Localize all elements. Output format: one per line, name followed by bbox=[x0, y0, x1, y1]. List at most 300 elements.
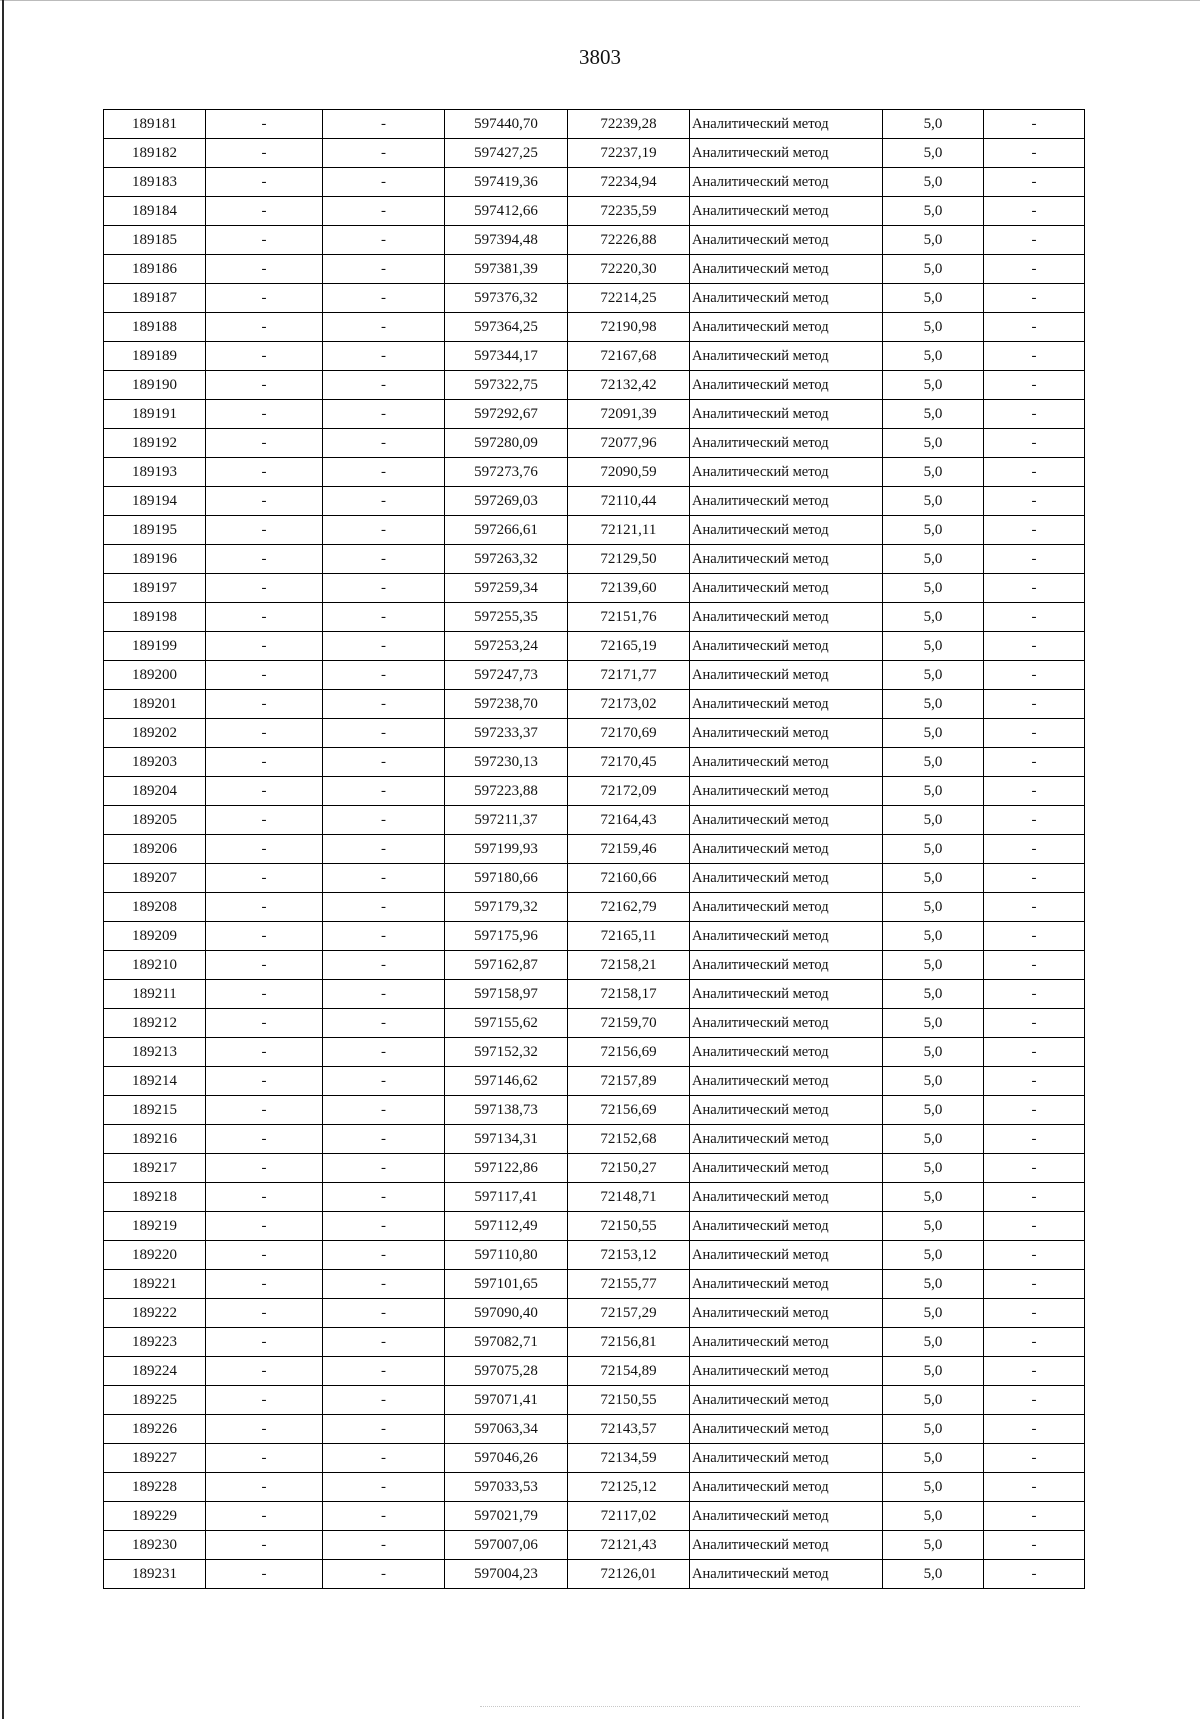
empty-cell-2: - bbox=[323, 777, 445, 806]
precision-cell: 5,0 bbox=[883, 1125, 984, 1154]
point-number-cell: 189201 bbox=[104, 690, 206, 719]
method-cell: Аналитический метод bbox=[690, 1154, 883, 1183]
coordinate-x-cell: 597273,76 bbox=[445, 458, 568, 487]
method-cell: Аналитический метод bbox=[690, 284, 883, 313]
coordinate-x-cell: 597122,86 bbox=[445, 1154, 568, 1183]
empty-cell-3: - bbox=[984, 226, 1085, 255]
empty-cell-1: - bbox=[206, 1270, 323, 1299]
coordinate-y-cell: 72077,96 bbox=[568, 429, 690, 458]
point-number-cell: 189198 bbox=[104, 603, 206, 632]
table-row bbox=[104, 719, 1085, 748]
empty-cell-3: - bbox=[984, 371, 1085, 400]
point-number-cell: 189182 bbox=[104, 139, 206, 168]
empty-cell-1: - bbox=[206, 342, 323, 371]
table-row bbox=[104, 284, 1085, 313]
empty-cell-1: - bbox=[206, 1183, 323, 1212]
empty-cell-3: - bbox=[984, 1154, 1085, 1183]
empty-cell-3: - bbox=[984, 110, 1085, 139]
empty-cell-1: - bbox=[206, 1009, 323, 1038]
empty-cell-3: - bbox=[984, 284, 1085, 313]
empty-cell-3: - bbox=[984, 400, 1085, 429]
point-number-cell: 189207 bbox=[104, 864, 206, 893]
table-row bbox=[104, 1502, 1085, 1531]
coordinate-x-cell: 597082,71 bbox=[445, 1328, 568, 1357]
empty-cell-3: - bbox=[984, 1009, 1085, 1038]
empty-cell-1: - bbox=[206, 603, 323, 632]
empty-cell-3: - bbox=[984, 951, 1085, 980]
point-number-cell: 189212 bbox=[104, 1009, 206, 1038]
coordinate-y-cell: 72164,43 bbox=[568, 806, 690, 835]
point-number-cell: 189218 bbox=[104, 1183, 206, 1212]
coordinate-x-cell: 597071,41 bbox=[445, 1386, 568, 1415]
point-number-cell: 189200 bbox=[104, 661, 206, 690]
table-row bbox=[104, 661, 1085, 690]
method-cell: Аналитический метод bbox=[690, 835, 883, 864]
coordinate-y-cell: 72153,12 bbox=[568, 1241, 690, 1270]
precision-cell: 5,0 bbox=[883, 1038, 984, 1067]
empty-cell-3: - bbox=[984, 1096, 1085, 1125]
point-number-cell: 189205 bbox=[104, 806, 206, 835]
empty-cell-1: - bbox=[206, 632, 323, 661]
method-cell: Аналитический метод bbox=[690, 313, 883, 342]
coordinate-x-cell: 597322,75 bbox=[445, 371, 568, 400]
coordinate-x-cell: 597419,36 bbox=[445, 168, 568, 197]
coordinate-y-cell: 72125,12 bbox=[568, 1473, 690, 1502]
coordinate-x-cell: 597004,23 bbox=[445, 1560, 568, 1589]
empty-cell-3: - bbox=[984, 690, 1085, 719]
table-row bbox=[104, 864, 1085, 893]
method-cell: Аналитический метод bbox=[690, 139, 883, 168]
empty-cell-1: - bbox=[206, 1444, 323, 1473]
table-row bbox=[104, 1009, 1085, 1038]
method-cell: Аналитический метод bbox=[690, 1357, 883, 1386]
empty-cell-3: - bbox=[984, 777, 1085, 806]
table-row bbox=[104, 806, 1085, 835]
method-cell: Аналитический метод bbox=[690, 1502, 883, 1531]
coordinate-x-cell: 597146,62 bbox=[445, 1067, 568, 1096]
coordinate-x-cell: 597440,70 bbox=[445, 110, 568, 139]
table-row bbox=[104, 574, 1085, 603]
coordinate-y-cell: 72148,71 bbox=[568, 1183, 690, 1212]
method-cell: Аналитический метод bbox=[690, 400, 883, 429]
table-row bbox=[104, 922, 1085, 951]
empty-cell-2: - bbox=[323, 748, 445, 777]
empty-cell-3: - bbox=[984, 980, 1085, 1009]
coordinate-x-cell: 597376,32 bbox=[445, 284, 568, 313]
table-row bbox=[104, 400, 1085, 429]
empty-cell-1: - bbox=[206, 284, 323, 313]
precision-cell: 5,0 bbox=[883, 487, 984, 516]
point-number-cell: 189215 bbox=[104, 1096, 206, 1125]
empty-cell-3: - bbox=[984, 719, 1085, 748]
empty-cell-2: - bbox=[323, 1473, 445, 1502]
empty-cell-2: - bbox=[323, 574, 445, 603]
method-cell: Аналитический метод bbox=[690, 1096, 883, 1125]
empty-cell-3: - bbox=[984, 1183, 1085, 1212]
point-number-cell: 189202 bbox=[104, 719, 206, 748]
empty-cell-2: - bbox=[323, 110, 445, 139]
empty-cell-2: - bbox=[323, 661, 445, 690]
precision-cell: 5,0 bbox=[883, 1473, 984, 1502]
coordinate-y-cell: 72165,19 bbox=[568, 632, 690, 661]
point-number-cell: 189220 bbox=[104, 1241, 206, 1270]
empty-cell-1: - bbox=[206, 690, 323, 719]
method-cell: Аналитический метод bbox=[690, 864, 883, 893]
precision-cell: 5,0 bbox=[883, 922, 984, 951]
empty-cell-1: - bbox=[206, 574, 323, 603]
empty-cell-1: - bbox=[206, 313, 323, 342]
empty-cell-1: - bbox=[206, 661, 323, 690]
empty-cell-2: - bbox=[323, 1212, 445, 1241]
method-cell: Аналитический метод bbox=[690, 1212, 883, 1241]
empty-cell-3: - bbox=[984, 487, 1085, 516]
coordinate-x-cell: 597007,06 bbox=[445, 1531, 568, 1560]
method-cell: Аналитический метод bbox=[690, 1386, 883, 1415]
coordinate-x-cell: 597134,31 bbox=[445, 1125, 568, 1154]
precision-cell: 5,0 bbox=[883, 1096, 984, 1125]
empty-cell-2: - bbox=[323, 1183, 445, 1212]
empty-cell-2: - bbox=[323, 197, 445, 226]
empty-cell-2: - bbox=[323, 1502, 445, 1531]
precision-cell: 5,0 bbox=[883, 748, 984, 777]
empty-cell-1: - bbox=[206, 1212, 323, 1241]
precision-cell: 5,0 bbox=[883, 313, 984, 342]
coordinate-y-cell: 72160,66 bbox=[568, 864, 690, 893]
method-cell: Аналитический метод bbox=[690, 893, 883, 922]
precision-cell: 5,0 bbox=[883, 719, 984, 748]
table-row bbox=[104, 1212, 1085, 1241]
table-row bbox=[104, 1096, 1085, 1125]
empty-cell-2: - bbox=[323, 1386, 445, 1415]
empty-cell-3: - bbox=[984, 1038, 1085, 1067]
coordinate-x-cell: 597344,17 bbox=[445, 342, 568, 371]
coordinate-x-cell: 597180,66 bbox=[445, 864, 568, 893]
empty-cell-1: - bbox=[206, 893, 323, 922]
empty-cell-3: - bbox=[984, 1125, 1085, 1154]
coordinate-x-cell: 597199,93 bbox=[445, 835, 568, 864]
method-cell: Аналитический метод bbox=[690, 748, 883, 777]
method-cell: Аналитический метод bbox=[690, 1444, 883, 1473]
coordinate-y-cell: 72110,44 bbox=[568, 487, 690, 516]
method-cell: Аналитический метод bbox=[690, 603, 883, 632]
method-cell: Аналитический метод bbox=[690, 1328, 883, 1357]
empty-cell-1: - bbox=[206, 1386, 323, 1415]
empty-cell-3: - bbox=[984, 1212, 1085, 1241]
scan-left-edge bbox=[2, 0, 4, 1719]
table-row bbox=[104, 1038, 1085, 1067]
empty-cell-2: - bbox=[323, 1415, 445, 1444]
method-cell: Аналитический метод bbox=[690, 632, 883, 661]
coordinate-x-cell: 597046,26 bbox=[445, 1444, 568, 1473]
point-number-cell: 189206 bbox=[104, 835, 206, 864]
coordinate-y-cell: 72121,43 bbox=[568, 1531, 690, 1560]
coordinate-y-cell: 72156,81 bbox=[568, 1328, 690, 1357]
empty-cell-3: - bbox=[984, 1415, 1085, 1444]
coordinate-y-cell: 72151,76 bbox=[568, 603, 690, 632]
empty-cell-2: - bbox=[323, 458, 445, 487]
table-row bbox=[104, 1531, 1085, 1560]
point-number-cell: 189191 bbox=[104, 400, 206, 429]
precision-cell: 5,0 bbox=[883, 574, 984, 603]
empty-cell-1: - bbox=[206, 400, 323, 429]
point-number-cell: 189196 bbox=[104, 545, 206, 574]
point-number-cell: 189226 bbox=[104, 1415, 206, 1444]
point-number-cell: 189210 bbox=[104, 951, 206, 980]
table-row bbox=[104, 951, 1085, 980]
method-cell: Аналитический метод bbox=[690, 1415, 883, 1444]
coordinate-y-cell: 72090,59 bbox=[568, 458, 690, 487]
coordinate-x-cell: 597255,35 bbox=[445, 603, 568, 632]
coordinate-x-cell: 597259,34 bbox=[445, 574, 568, 603]
empty-cell-1: - bbox=[206, 1328, 323, 1357]
method-cell: Аналитический метод bbox=[690, 1531, 883, 1560]
scan-noise bbox=[480, 1706, 1080, 1708]
empty-cell-1: - bbox=[206, 980, 323, 1009]
empty-cell-2: - bbox=[323, 1270, 445, 1299]
table-row bbox=[104, 516, 1085, 545]
precision-cell: 5,0 bbox=[883, 545, 984, 574]
method-cell: Аналитический метод bbox=[690, 255, 883, 284]
point-number-cell: 189229 bbox=[104, 1502, 206, 1531]
coordinate-x-cell: 597152,32 bbox=[445, 1038, 568, 1067]
coordinate-x-cell: 597238,70 bbox=[445, 690, 568, 719]
table-row bbox=[104, 980, 1085, 1009]
point-number-cell: 189181 bbox=[104, 110, 206, 139]
empty-cell-3: - bbox=[984, 1560, 1085, 1589]
point-number-cell: 189227 bbox=[104, 1444, 206, 1473]
coordinate-y-cell: 72143,57 bbox=[568, 1415, 690, 1444]
empty-cell-3: - bbox=[984, 1473, 1085, 1502]
empty-cell-3: - bbox=[984, 139, 1085, 168]
table-row bbox=[104, 429, 1085, 458]
table-row bbox=[104, 1299, 1085, 1328]
empty-cell-2: - bbox=[323, 1125, 445, 1154]
table-row bbox=[104, 1357, 1085, 1386]
coordinate-x-cell: 597230,13 bbox=[445, 748, 568, 777]
point-number-cell: 189217 bbox=[104, 1154, 206, 1183]
coordinate-y-cell: 72159,46 bbox=[568, 835, 690, 864]
table-row bbox=[104, 1328, 1085, 1357]
coordinate-x-cell: 597266,61 bbox=[445, 516, 568, 545]
precision-cell: 5,0 bbox=[883, 1067, 984, 1096]
point-number-cell: 189203 bbox=[104, 748, 206, 777]
empty-cell-2: - bbox=[323, 951, 445, 980]
table-row bbox=[104, 487, 1085, 516]
empty-cell-2: - bbox=[323, 342, 445, 371]
table-row bbox=[104, 110, 1085, 139]
empty-cell-1: - bbox=[206, 1357, 323, 1386]
precision-cell: 5,0 bbox=[883, 429, 984, 458]
coordinate-y-cell: 72214,25 bbox=[568, 284, 690, 313]
table-row bbox=[104, 632, 1085, 661]
empty-cell-3: - bbox=[984, 661, 1085, 690]
method-cell: Аналитический метод bbox=[690, 1270, 883, 1299]
coordinate-y-cell: 72150,55 bbox=[568, 1212, 690, 1241]
empty-cell-3: - bbox=[984, 748, 1085, 777]
precision-cell: 5,0 bbox=[883, 1415, 984, 1444]
point-number-cell: 189224 bbox=[104, 1357, 206, 1386]
point-number-cell: 189195 bbox=[104, 516, 206, 545]
method-cell: Аналитический метод bbox=[690, 922, 883, 951]
empty-cell-2: - bbox=[323, 139, 445, 168]
coordinate-x-cell: 597175,96 bbox=[445, 922, 568, 951]
empty-cell-2: - bbox=[323, 922, 445, 951]
empty-cell-2: - bbox=[323, 284, 445, 313]
empty-cell-1: - bbox=[206, 458, 323, 487]
precision-cell: 5,0 bbox=[883, 342, 984, 371]
precision-cell: 5,0 bbox=[883, 226, 984, 255]
method-cell: Аналитический метод bbox=[690, 661, 883, 690]
method-cell: Аналитический метод bbox=[690, 1299, 883, 1328]
precision-cell: 5,0 bbox=[883, 516, 984, 545]
empty-cell-3: - bbox=[984, 197, 1085, 226]
table-row bbox=[104, 1560, 1085, 1589]
coordinate-y-cell: 72156,69 bbox=[568, 1038, 690, 1067]
precision-cell: 5,0 bbox=[883, 951, 984, 980]
empty-cell-3: - bbox=[984, 255, 1085, 284]
precision-cell: 5,0 bbox=[883, 864, 984, 893]
empty-cell-1: - bbox=[206, 429, 323, 458]
method-cell: Аналитический метод bbox=[690, 110, 883, 139]
empty-cell-1: - bbox=[206, 371, 323, 400]
empty-cell-1: - bbox=[206, 1038, 323, 1067]
empty-cell-2: - bbox=[323, 400, 445, 429]
point-number-cell: 189230 bbox=[104, 1531, 206, 1560]
coordinate-y-cell: 72237,19 bbox=[568, 139, 690, 168]
coordinate-y-cell: 72139,60 bbox=[568, 574, 690, 603]
empty-cell-3: - bbox=[984, 1444, 1085, 1473]
precision-cell: 5,0 bbox=[883, 1531, 984, 1560]
method-cell: Аналитический метод bbox=[690, 371, 883, 400]
empty-cell-1: - bbox=[206, 1096, 323, 1125]
empty-cell-1: - bbox=[206, 255, 323, 284]
table-row bbox=[104, 1241, 1085, 1270]
table-row bbox=[104, 168, 1085, 197]
empty-cell-1: - bbox=[206, 516, 323, 545]
coordinate-y-cell: 72157,89 bbox=[568, 1067, 690, 1096]
coordinate-x-cell: 597112,49 bbox=[445, 1212, 568, 1241]
table-row bbox=[104, 371, 1085, 400]
coordinate-x-cell: 597158,97 bbox=[445, 980, 568, 1009]
table-row bbox=[104, 342, 1085, 371]
empty-cell-3: - bbox=[984, 313, 1085, 342]
method-cell: Аналитический метод bbox=[690, 197, 883, 226]
precision-cell: 5,0 bbox=[883, 1241, 984, 1270]
empty-cell-2: - bbox=[323, 1241, 445, 1270]
point-number-cell: 189186 bbox=[104, 255, 206, 284]
page-number: 3803 bbox=[579, 45, 621, 69]
point-number-cell: 189214 bbox=[104, 1067, 206, 1096]
point-number-cell: 189213 bbox=[104, 1038, 206, 1067]
empty-cell-1: - bbox=[206, 197, 323, 226]
empty-cell-1: - bbox=[206, 139, 323, 168]
point-number-cell: 189190 bbox=[104, 371, 206, 400]
point-number-cell: 189228 bbox=[104, 1473, 206, 1502]
coordinate-x-cell: 597263,32 bbox=[445, 545, 568, 574]
point-number-cell: 189208 bbox=[104, 893, 206, 922]
table-row bbox=[104, 255, 1085, 284]
coordinate-y-cell: 72170,69 bbox=[568, 719, 690, 748]
table-row bbox=[104, 893, 1085, 922]
point-number-cell: 189219 bbox=[104, 1212, 206, 1241]
coordinate-x-cell: 597211,37 bbox=[445, 806, 568, 835]
empty-cell-1: - bbox=[206, 487, 323, 516]
empty-cell-1: - bbox=[206, 1299, 323, 1328]
coordinate-y-cell: 72190,98 bbox=[568, 313, 690, 342]
empty-cell-1: - bbox=[206, 168, 323, 197]
coordinate-x-cell: 597381,39 bbox=[445, 255, 568, 284]
precision-cell: 5,0 bbox=[883, 139, 984, 168]
empty-cell-2: - bbox=[323, 255, 445, 284]
empty-cell-2: - bbox=[323, 516, 445, 545]
empty-cell-1: - bbox=[206, 110, 323, 139]
empty-cell-1: - bbox=[206, 951, 323, 980]
method-cell: Аналитический метод bbox=[690, 429, 883, 458]
point-number-cell: 189231 bbox=[104, 1560, 206, 1589]
precision-cell: 5,0 bbox=[883, 1328, 984, 1357]
point-number-cell: 189221 bbox=[104, 1270, 206, 1299]
method-cell: Аналитический метод bbox=[690, 168, 883, 197]
empty-cell-3: - bbox=[984, 458, 1085, 487]
precision-cell: 5,0 bbox=[883, 1212, 984, 1241]
coordinate-x-cell: 597223,88 bbox=[445, 777, 568, 806]
coordinate-y-cell: 72165,11 bbox=[568, 922, 690, 951]
coordinate-y-cell: 72158,21 bbox=[568, 951, 690, 980]
coordinate-x-cell: 597394,48 bbox=[445, 226, 568, 255]
empty-cell-2: - bbox=[323, 168, 445, 197]
empty-cell-2: - bbox=[323, 545, 445, 574]
method-cell: Аналитический метод bbox=[690, 1125, 883, 1154]
coordinate-y-cell: 72129,50 bbox=[568, 545, 690, 574]
table-row bbox=[104, 139, 1085, 168]
coordinate-x-cell: 597364,25 bbox=[445, 313, 568, 342]
empty-cell-1: - bbox=[206, 545, 323, 574]
point-number-cell: 189197 bbox=[104, 574, 206, 603]
coordinate-x-cell: 597269,03 bbox=[445, 487, 568, 516]
precision-cell: 5,0 bbox=[883, 1357, 984, 1386]
coordinate-y-cell: 72155,77 bbox=[568, 1270, 690, 1299]
coordinate-y-cell: 72173,02 bbox=[568, 690, 690, 719]
coordinate-x-cell: 597063,34 bbox=[445, 1415, 568, 1444]
coordinate-x-cell: 597412,66 bbox=[445, 197, 568, 226]
coordinate-y-cell: 72132,42 bbox=[568, 371, 690, 400]
empty-cell-1: - bbox=[206, 864, 323, 893]
method-cell: Аналитический метод bbox=[690, 690, 883, 719]
coordinate-y-cell: 72158,17 bbox=[568, 980, 690, 1009]
point-number-cell: 189192 bbox=[104, 429, 206, 458]
coordinate-x-cell: 597101,65 bbox=[445, 1270, 568, 1299]
empty-cell-3: - bbox=[984, 1067, 1085, 1096]
precision-cell: 5,0 bbox=[883, 371, 984, 400]
coordinate-x-cell: 597247,73 bbox=[445, 661, 568, 690]
table-row bbox=[104, 1386, 1085, 1415]
coordinate-y-cell: 72150,27 bbox=[568, 1154, 690, 1183]
precision-cell: 5,0 bbox=[883, 458, 984, 487]
coordinates-table bbox=[103, 109, 1085, 1589]
coordinate-x-cell: 597155,62 bbox=[445, 1009, 568, 1038]
method-cell: Аналитический метод bbox=[690, 1241, 883, 1270]
table-row bbox=[104, 1444, 1085, 1473]
table-row bbox=[104, 690, 1085, 719]
point-number-cell: 189189 bbox=[104, 342, 206, 371]
coordinate-y-cell: 72126,01 bbox=[568, 1560, 690, 1589]
precision-cell: 5,0 bbox=[883, 168, 984, 197]
empty-cell-1: - bbox=[206, 1560, 323, 1589]
coordinate-x-cell: 597162,87 bbox=[445, 951, 568, 980]
coordinate-y-cell: 72154,89 bbox=[568, 1357, 690, 1386]
point-number-cell: 189216 bbox=[104, 1125, 206, 1154]
empty-cell-3: - bbox=[984, 603, 1085, 632]
